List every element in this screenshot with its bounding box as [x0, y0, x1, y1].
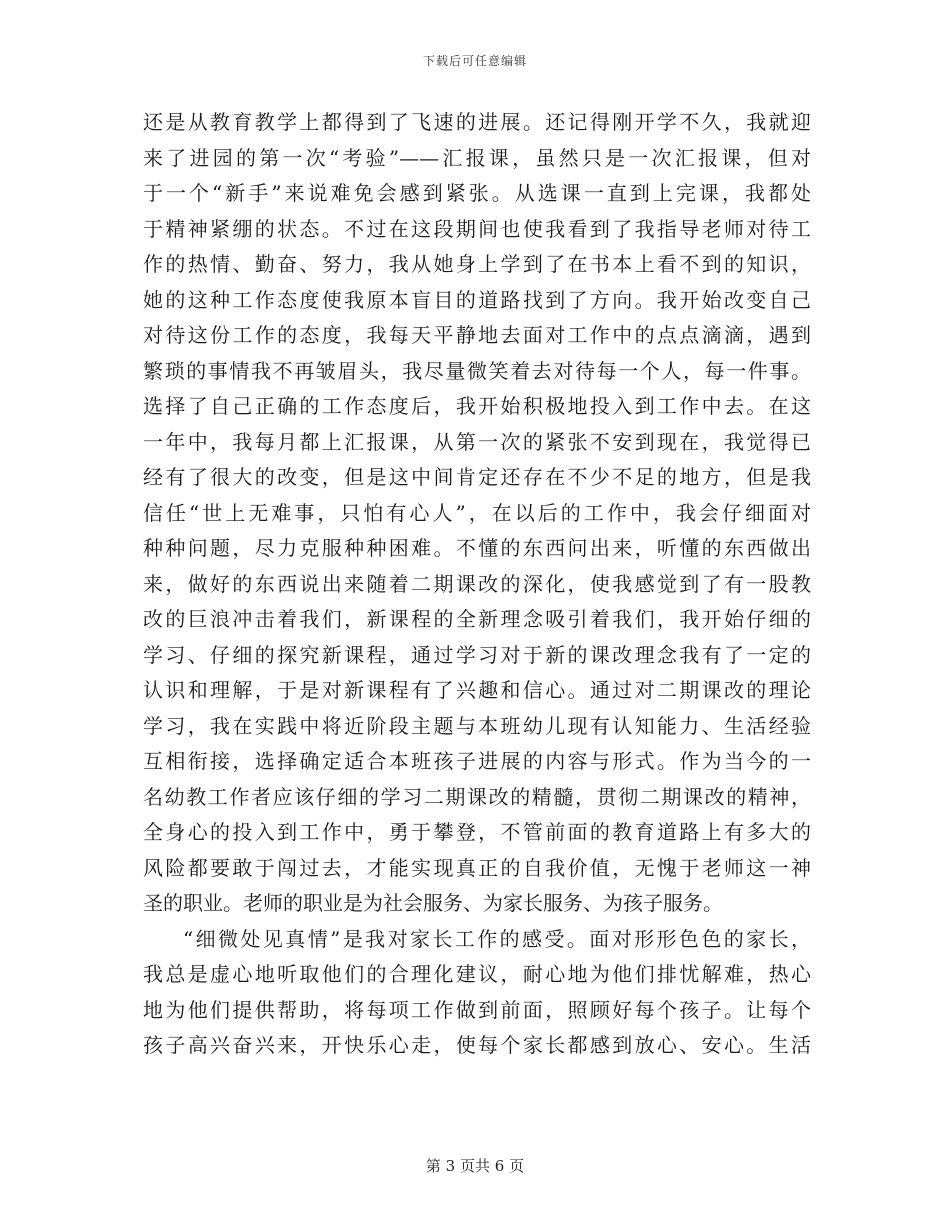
text-line: 种种问题，尽力克服种种困难。不懂的东西问出来，听懂的东西做出: [143, 536, 811, 560]
text-line: 孩子高兴奋兴来，开快乐心走，使每个家长都感到放心、安心。生活: [143, 1033, 811, 1057]
text-line: 经有了很大的改变，但是这中间肯定还存在不少不足的地方，但是我: [143, 465, 811, 489]
paragraph-2: [143, 922, 811, 1064]
text-line: 来了进园的第一次“考验”——汇报课，虽然只是一次汇报课，但对: [143, 145, 811, 170]
text-line: 信任“世上无难事，只怕有心人”，在以后的工作中，我会仔细面对: [143, 500, 811, 525]
text-line: 于一个“新手”来说难免会感到紧张。从选课一直到上完课，我都处: [143, 181, 811, 205]
page-header: 下载后可任意编辑: [422, 54, 527, 68]
text-line: 繁琐的事情我不再皱眉头，我尽量微笑着去对待每一个人，每一件事。: [143, 358, 811, 383]
text-line: 学习、仔细的探究新课程，通过学习对于新的课改理念我有了一定的: [143, 642, 811, 667]
text-line: 互相衔接，选择确定适合本班孩子进展的内容与形式。作为当今的一: [143, 749, 811, 773]
text-line: 于精神紧绷的状态。不过在这段期间也使我看到了我指导老师对待工: [143, 216, 811, 241]
text-line: 她的这种工作态度使我原本盲目的道路找到了方向。我开始改变自己: [143, 287, 811, 312]
text-line: 对待这份工作的态度，我每天平静地去面对工作中的点点滴滴，遇到: [143, 323, 811, 347]
text-line: 认识和理解，于是对新课程有了兴趣和信心。通过对二期课改的理论: [143, 678, 811, 702]
text-line: 全身心的投入到工作中，勇于攀登，不管前面的教育道路上有多大的: [143, 820, 811, 844]
text-line: 还是从教育教学上都得到了飞速的进展。还记得刚开学不久，我就迎: [143, 110, 811, 134]
body-text: [143, 105, 811, 1064]
text-line: 地为他们提供帮助，将每项工作做到前面，照顾好每个孩子。让每个: [143, 997, 811, 1022]
text-line: 名幼教工作者应该仔细的学习二期课改的精髓，贯彻二期课改的精神，: [143, 784, 811, 809]
text-line: 圣的职业。老师的职业是为社会服务、为家长服务、为孩子服务。: [143, 891, 723, 915]
paragraph-1: [143, 105, 811, 922]
text-line: 我总是虚心地听取他们的合理化建议，耐心地为他们排忧解难，热心: [143, 962, 811, 986]
text-line: “细微处见真情”是我对家长工作的感受。面对形形色色的家长，: [183, 926, 811, 951]
page-footer: 第 3 页共 6 页: [425, 1157, 525, 1175]
text-line: 改的巨浪冲击着我们，新课程的全新理念吸引着我们，我开始仔细的: [143, 607, 811, 631]
text-line: 一年中，我每月都上汇报课，从第一次的紧张不安到现在，我觉得已: [143, 429, 811, 454]
text-line: 学习，我在实践中将近阶段主题与本班幼儿现有认知能力、生活经验: [143, 713, 811, 738]
text-line: 选择了自己正确的工作态度后，我开始积极地投入到工作中去。在这: [143, 394, 811, 418]
text-line: 来，做好的东西说出来随着二期课改的深化，使我感觉到了有一股教: [143, 571, 811, 596]
text-line: 风险都要敢于闯过去，才能实现真正的自我价值，无愧于老师这一神: [143, 855, 811, 880]
text-line: 作的热情、勤奋、努力，我从她身上学到了在书本上看不到的知识，: [143, 252, 811, 276]
